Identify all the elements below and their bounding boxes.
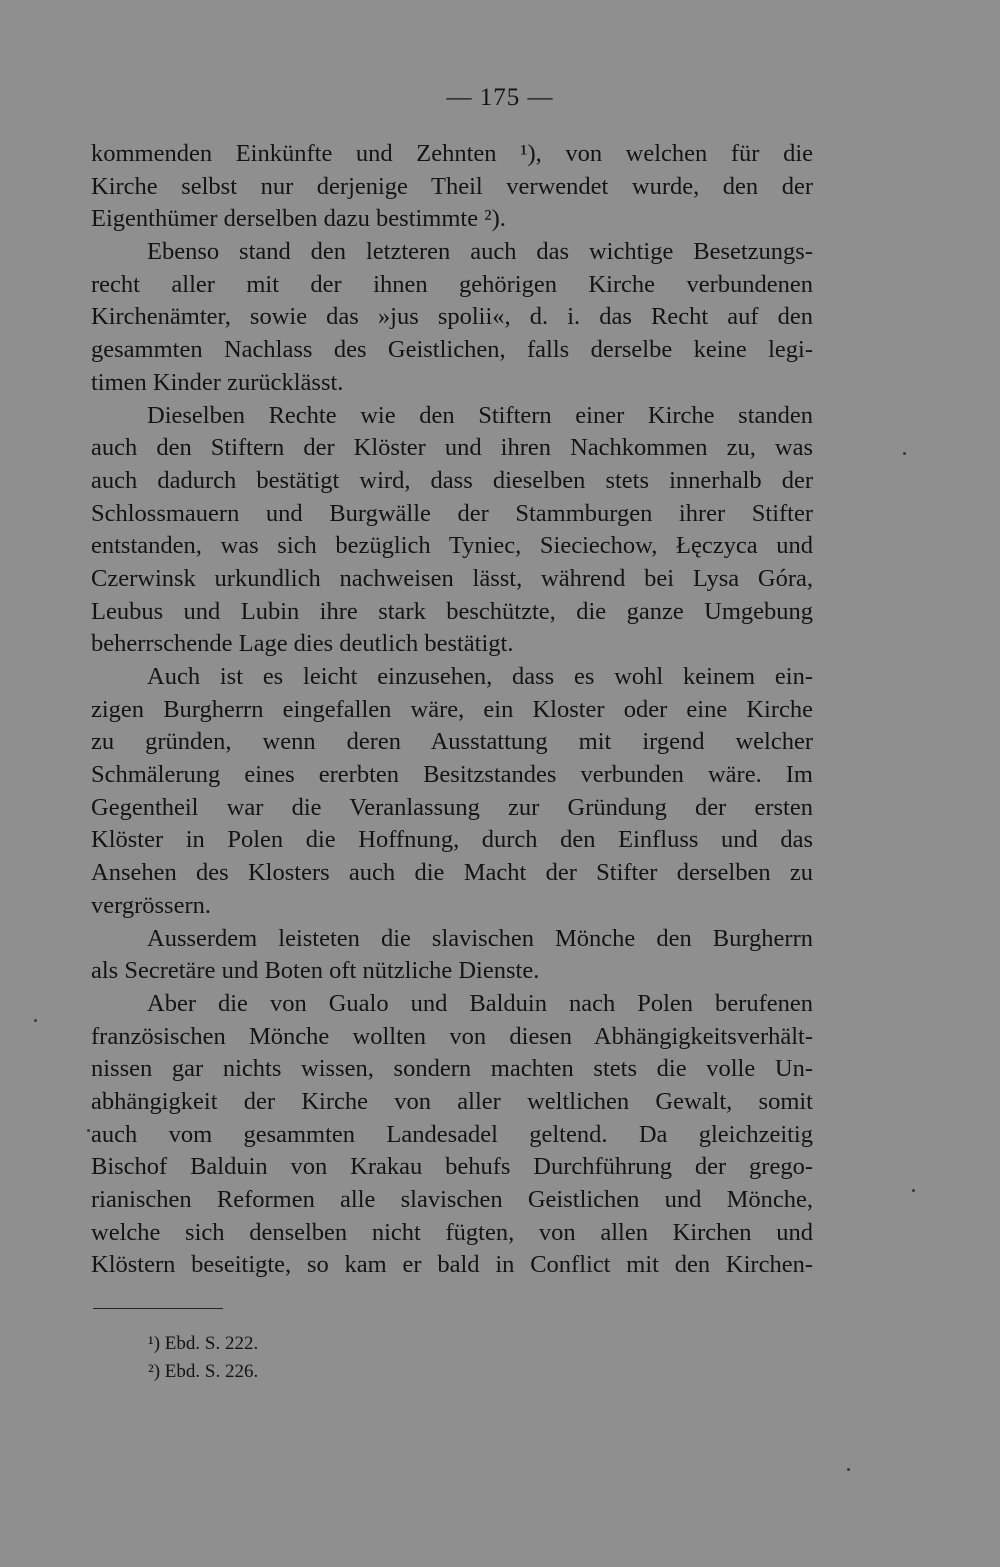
scan-speck (34, 1019, 37, 1022)
text-line: Aber die von Gualo und Balduin nach Polen berufenen (147, 989, 813, 1017)
text-line: auch den Stiftern der Klöster und ihren Nachkommen zu, was (91, 434, 813, 462)
text-line: kommenden Einkünfte und Zehnten ¹), von welchen für die (91, 140, 813, 167)
text-line: französischen Mönche wollten von diesen Abhängigkeitsverhält- (91, 1022, 813, 1050)
text-line: zigen Burgherrn eingefallen wäre, ein Kloster oder eine Kirche (91, 695, 813, 723)
footnote: ¹) Ebd. S. 222. (148, 1333, 259, 1354)
body-text (91, 138, 813, 1282)
page-number: — 175 — (446, 84, 554, 111)
scan-speck (912, 1189, 915, 1192)
scan-speck (847, 1468, 850, 1471)
text-line: entstanden, was sich bezüglich Tyniec, Sieciechow, Łęczyca und (91, 532, 813, 560)
text-line: Kirchenämter, sowie das »jus spolii«, d. i. das Recht auf den (91, 303, 813, 331)
text-line: Eigenthümer derselben dazu bestimmte ²). (91, 205, 506, 233)
text-line: gesammten Nachlass des Geistlichen, falls derselbe keine legi- (91, 336, 813, 364)
text-line: recht aller mit der ihnen gehörigen Kirche verbundenen (91, 270, 813, 298)
footnote-separator (93, 1308, 223, 1309)
text-line: rianischen Reformen alle slavischen Geistlichen und Mönche, (91, 1186, 813, 1213)
footnote: ²) Ebd. S. 226. (148, 1361, 259, 1382)
text-line: auch vom gesammten Landesadel geltend. Da gleichzeitig (91, 1120, 813, 1148)
text-line: Klöstern beseitigte, so kam er bald in Conflict mit den Kirchen- (91, 1251, 813, 1279)
text-line: Ansehen des Klosters auch die Macht der Stifter derselben zu (91, 859, 813, 887)
footnotes (148, 1330, 258, 1386)
text-line: zu gründen, wenn deren Ausstattung mit irgend welcher (91, 728, 813, 756)
text-line: Gegentheil war die Veranlassung zur Gründung der ersten (91, 793, 813, 821)
text-line: Czerwinsk urkundlich nachweisen lässt, während bei Lysa Góra, (91, 564, 813, 592)
text-line: Dieselben Rechte wie den Stiftern einer Kirche standen (147, 401, 813, 429)
text-line: Ausserdem leisteten die slavischen Mönche den Burgherrn (147, 924, 813, 952)
text-line: Kirche selbst nur derjenige Theil verwendet wurde, den der (91, 172, 813, 200)
text-line: Klöster in Polen die Hoffnung, durch den Einfluss und das (91, 826, 813, 854)
text-line: timen Kinder zurücklässt. (91, 368, 344, 396)
text-line: Bischof Balduin von Krakau behufs Durchführung der grego- (91, 1153, 813, 1181)
text-line: Schlossmauern und Burgwälle der Stammburgen ihrer Stifter (91, 499, 813, 527)
text-line: Leubus und Lubin ihre stark beschützte, die ganze Umgebung (91, 597, 813, 625)
text-line: abhängigkeit der Kirche von aller weltlichen Gewalt, somit (91, 1087, 813, 1115)
text-line: beherrschende Lage dies deutlich bestätigt. (91, 630, 514, 658)
text-line: auch dadurch bestätigt wird, dass dieselben stets innerhalb der (91, 466, 813, 494)
text-line: vergrössern. (91, 891, 211, 919)
text-line: Schmälerung eines ererbten Besitzstandes verbunden wäre. Im (91, 761, 813, 789)
scan-speck (903, 452, 906, 455)
text-line: Auch ist es leicht einzusehen, dass es wohl keinem ein- (147, 663, 813, 690)
text-line: Ebenso stand den letzteren auch das wichtige Besetzungs- (147, 238, 813, 266)
scan-speck (87, 1129, 90, 1132)
text-line: nissen gar nichts wissen, sondern machten stets die volle Un- (91, 1055, 813, 1083)
text-line: als Secretäre und Boten oft nützliche Dienste. (91, 957, 540, 985)
text-line: welche sich denselben nicht fügten, von allen Kirchen und (91, 1218, 813, 1246)
